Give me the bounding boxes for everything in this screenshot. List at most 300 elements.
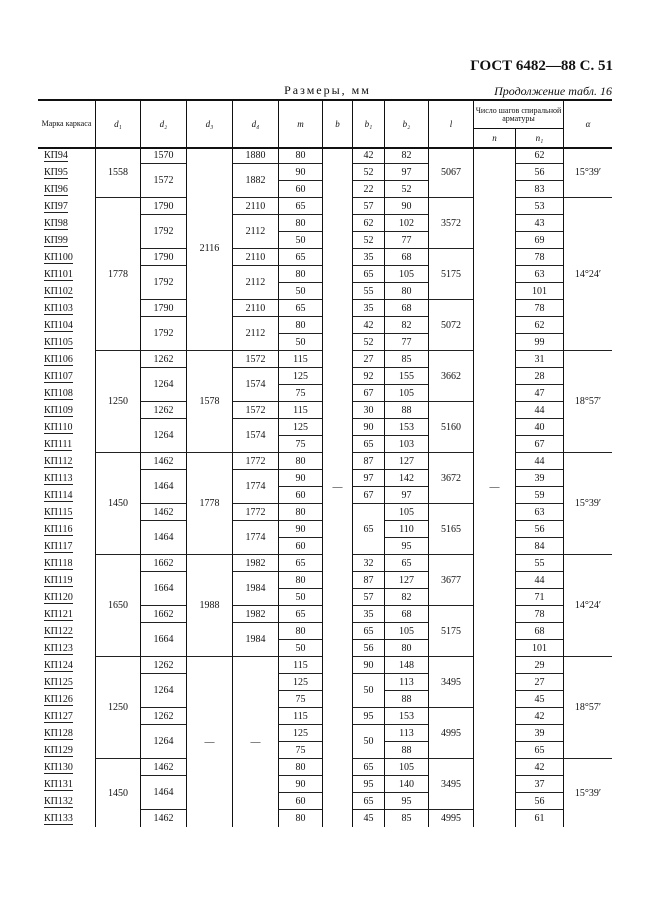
- cell-value: 90: [363, 659, 374, 671]
- cell-value: 1262: [153, 710, 174, 722]
- col-header-alpha: α: [563, 101, 612, 147]
- cell-b1: [352, 215, 384, 232]
- cell-value: 1462: [153, 813, 174, 824]
- cell-d2: [140, 759, 186, 776]
- cell-b2: [384, 453, 428, 470]
- cell-value: 52: [401, 183, 412, 195]
- cell-value: 90: [295, 472, 306, 484]
- cell-mark: [38, 538, 95, 555]
- cell-value: 62: [363, 217, 374, 229]
- cell-m: [278, 674, 322, 691]
- cell-value: 82: [401, 319, 412, 331]
- cell-value: 42: [534, 710, 545, 722]
- cell-d3: [186, 147, 232, 351]
- frame-mark: КП115: [44, 506, 73, 518]
- cell-b2: [384, 538, 428, 555]
- cell-m: [278, 453, 322, 470]
- frame-mark: КП98: [44, 217, 68, 229]
- col-header-b1: b₁: [352, 101, 384, 147]
- cell-value: 113: [399, 727, 414, 739]
- cell-value: 2116: [199, 243, 220, 254]
- cell-l: [428, 708, 473, 759]
- cell-value: 103: [399, 438, 414, 450]
- cell-value: 90: [295, 166, 306, 178]
- frame-mark: КП126: [44, 693, 73, 705]
- cell-m: [278, 623, 322, 640]
- cell-b2: [384, 181, 428, 198]
- cell-value: 85: [401, 813, 412, 824]
- cell-m: [278, 606, 322, 623]
- frame-mark: КП124: [44, 659, 73, 671]
- cell-value: 14°24′: [574, 268, 602, 280]
- cell-mark: [38, 691, 95, 708]
- cell-mark: [38, 181, 95, 198]
- cell-m: [278, 793, 322, 810]
- cell-m: [278, 555, 322, 572]
- cell-value: 95: [401, 795, 412, 807]
- cell-value: 63: [534, 506, 545, 518]
- cell-d1: [95, 147, 140, 198]
- cell-value: 71: [534, 591, 545, 603]
- cell-d3: [186, 351, 232, 453]
- cell-value: 97: [401, 489, 412, 501]
- cell-value: 1250: [108, 396, 128, 407]
- cell-b2: [384, 640, 428, 657]
- cell-m: [278, 368, 322, 385]
- cell-n1: [515, 181, 563, 198]
- cell-value: 65: [534, 744, 545, 756]
- cell-d4: [232, 351, 278, 368]
- col-header-d2: d₂: [140, 101, 186, 147]
- col-header-b2: b₂: [384, 101, 428, 147]
- data-table: [38, 147, 612, 827]
- cell-d1: [95, 351, 140, 453]
- cell-mark: [38, 402, 95, 419]
- cell-value: 50: [363, 736, 374, 747]
- frame-mark: КП128: [44, 727, 73, 739]
- cell-n1: [515, 572, 563, 589]
- cell-value: 18°57′: [574, 702, 602, 713]
- cell-value: 1262: [153, 659, 174, 671]
- cell-b2: [384, 147, 428, 164]
- frame-mark: КП127: [44, 710, 73, 722]
- frame-mark: КП120: [44, 591, 73, 603]
- cell-mark: [38, 164, 95, 181]
- cell-alpha: [563, 198, 612, 351]
- cell-value: 62: [534, 319, 545, 331]
- cell-value: 42: [534, 761, 545, 773]
- cell-value: 1264: [153, 685, 174, 696]
- cell-d2: [140, 606, 186, 623]
- cell-d2: [140, 708, 186, 725]
- col-header-mark: Марка каркаса: [41, 119, 92, 128]
- cell-value: 80: [401, 285, 412, 297]
- col-header-d3: d₃: [186, 101, 232, 147]
- cell-n1: [515, 725, 563, 742]
- cell-value: 3572: [441, 217, 461, 229]
- cell-d2: [140, 215, 186, 249]
- cell-n1: [515, 504, 563, 521]
- cell-m: [278, 572, 322, 589]
- cell-value: 65: [295, 302, 306, 314]
- frame-mark: КП107: [44, 370, 73, 382]
- cell-mark: [38, 572, 95, 589]
- cell-b2: [384, 317, 428, 334]
- cell-n1: [515, 640, 563, 657]
- cell-value: 92: [363, 370, 374, 382]
- cell-alpha: [563, 555, 612, 657]
- cell-value: 4995: [441, 727, 461, 739]
- cell-b1: [352, 283, 384, 300]
- cell-m: [278, 657, 322, 674]
- cell-n1: [515, 674, 563, 691]
- cell-m: [278, 266, 322, 283]
- cell-value: 75: [295, 438, 306, 450]
- frame-mark: КП119: [44, 574, 73, 586]
- cell-b2: [384, 674, 428, 691]
- cell-value: 15°39′: [574, 498, 602, 509]
- cell-value: —: [204, 736, 215, 748]
- frame-mark: КП99: [44, 234, 68, 246]
- cell-mark: [38, 742, 95, 759]
- col-header-n: n: [473, 129, 515, 147]
- cell-value: 82: [401, 591, 412, 603]
- cell-n1: [515, 334, 563, 351]
- cell-value: 115: [293, 659, 308, 671]
- cell-b2: [384, 487, 428, 504]
- cell-value: 1574: [245, 379, 266, 390]
- cell-value: 1662: [153, 608, 174, 620]
- cell-value: 68: [401, 251, 412, 263]
- cell-d3: [186, 657, 232, 827]
- cell-d2: [140, 521, 186, 555]
- cell-d1: [95, 453, 140, 555]
- cell-mark: [38, 589, 95, 606]
- cell-b2: [384, 249, 428, 266]
- cell-b1: [352, 164, 384, 181]
- cell-d4: [232, 572, 278, 606]
- cell-l: [428, 351, 473, 402]
- cell-value: 35: [363, 608, 374, 620]
- cell-l: [428, 198, 473, 249]
- cell-value: 39: [534, 472, 545, 484]
- cell-b2: [384, 470, 428, 487]
- cell-value: 1572: [245, 353, 266, 365]
- frame-mark: КП133: [44, 812, 73, 824]
- cell-value: 1462: [153, 506, 174, 518]
- cell-value: 50: [295, 285, 306, 297]
- cell-mark: [38, 776, 95, 793]
- cell-value: 1578: [199, 396, 220, 407]
- cell-value: 83: [534, 183, 545, 195]
- cell-value: 80: [295, 625, 306, 637]
- cell-mark: [38, 555, 95, 572]
- cell-m: [278, 419, 322, 436]
- cell-value: 1462: [153, 761, 174, 773]
- cell-d2: [140, 657, 186, 674]
- cell-mark: [38, 810, 95, 827]
- cell-b2: [384, 810, 428, 827]
- cell-b1: [352, 776, 384, 793]
- cell-value: 85: [401, 353, 412, 365]
- cell-b1: [352, 725, 384, 759]
- cell-mark: [38, 487, 95, 504]
- cell-value: 127: [399, 455, 414, 467]
- cell-value: 50: [295, 336, 306, 348]
- cell-value: 88: [401, 693, 412, 705]
- cell-value: 105: [399, 387, 414, 399]
- cell-value: 44: [534, 574, 545, 586]
- frame-mark: КП122: [44, 625, 73, 637]
- cell-value: 125: [293, 370, 308, 382]
- cell-value: 113: [399, 676, 414, 688]
- cell-value: 30: [363, 404, 374, 416]
- cell-b1: [352, 334, 384, 351]
- cell-value: 1262: [153, 353, 174, 365]
- cell-b1: [352, 351, 384, 368]
- cell-b1: [352, 708, 384, 725]
- frame-mark: КП130: [44, 761, 73, 773]
- cell-value: 35: [363, 302, 374, 314]
- cell-value: 65: [295, 200, 306, 212]
- cell-b2: [384, 691, 428, 708]
- cell-b2: [384, 436, 428, 453]
- cell-value: 1772: [245, 455, 266, 467]
- cell-value: 1572: [153, 175, 174, 186]
- cell-value: 127: [399, 574, 414, 586]
- cell-d1: [95, 657, 140, 759]
- cell-d4: [232, 606, 278, 623]
- cell-d4: [232, 419, 278, 453]
- cell-value: 90: [401, 200, 412, 212]
- frame-mark: КП129: [44, 744, 73, 756]
- cell-value: 35: [363, 251, 374, 263]
- cell-b2: [384, 504, 428, 521]
- cell-mark: [38, 419, 95, 436]
- cell-m: [278, 708, 322, 725]
- cell-value: 65: [401, 557, 412, 569]
- cell-value: 80: [295, 268, 306, 280]
- cell-value: 65: [363, 523, 374, 535]
- cell-m: [278, 470, 322, 487]
- cell-value: 3677: [441, 574, 461, 586]
- cell-value: 99: [534, 336, 545, 348]
- cell-m: [278, 164, 322, 181]
- col-header-d1: d₁: [95, 101, 140, 147]
- frame-mark: КП116: [44, 523, 73, 535]
- cell-value: 153: [399, 710, 414, 722]
- cell-b1: [352, 249, 384, 266]
- cell-d3: [186, 555, 232, 657]
- cell-value: 88: [401, 744, 412, 756]
- cell-b1: [352, 147, 384, 164]
- cell-value: 1574: [245, 430, 266, 441]
- cell-n1: [515, 198, 563, 215]
- cell-b2: [384, 759, 428, 776]
- cell-value: 52: [363, 336, 374, 348]
- frame-mark: КП112: [44, 455, 73, 467]
- cell-m: [278, 147, 322, 164]
- cell-value: 1984: [245, 583, 266, 594]
- cell-value: 29: [534, 659, 545, 671]
- cell-m: [278, 436, 322, 453]
- cell-m: [278, 283, 322, 300]
- cell-mark: [38, 283, 95, 300]
- cell-value: 142: [399, 472, 414, 484]
- cell-value: 105: [399, 761, 414, 773]
- cell-value: 65: [295, 608, 306, 620]
- cell-n1: [515, 589, 563, 606]
- cell-b1: [352, 657, 384, 674]
- cell-b1: [352, 198, 384, 215]
- cell-n1: [515, 657, 563, 674]
- cell-value: 44: [534, 455, 545, 467]
- cell-value: 1882: [245, 175, 266, 186]
- cell-l: [428, 300, 473, 351]
- cell-value: 78: [534, 251, 545, 263]
- cell-b2: [384, 742, 428, 759]
- cell-m: [278, 691, 322, 708]
- cell-n1: [515, 164, 563, 181]
- cell-l: [428, 810, 473, 827]
- frame-mark: КП109: [44, 404, 73, 416]
- cell-d4: [232, 555, 278, 572]
- cell-d3: [186, 453, 232, 555]
- cell-d2: [140, 572, 186, 606]
- cell-d2: [140, 317, 186, 351]
- cell-mark: [38, 623, 95, 640]
- cell-d4: [232, 147, 278, 164]
- cell-b1: [352, 385, 384, 402]
- cell-mark: [38, 504, 95, 521]
- cell-value: 2112: [245, 226, 266, 237]
- cell-d4: [232, 402, 278, 419]
- cell-value: 45: [363, 813, 374, 824]
- cell-b1: [352, 317, 384, 334]
- cell-value: 65: [363, 795, 374, 807]
- cell-mark: [38, 300, 95, 317]
- cell-value: 90: [363, 421, 374, 433]
- frame-mark: КП100: [44, 251, 73, 263]
- cell-mark: [38, 317, 95, 334]
- cell-l: [428, 759, 473, 810]
- cell-l: [428, 249, 473, 300]
- cell-d4: [232, 266, 278, 300]
- cell-b2: [384, 385, 428, 402]
- cell-n1: [515, 759, 563, 776]
- cell-value: 1792: [153, 277, 174, 288]
- cell-m: [278, 351, 322, 368]
- cell-b1: [352, 674, 384, 708]
- cell-value: 1264: [153, 430, 174, 441]
- cell-value: 77: [401, 234, 412, 246]
- cell-d4: [232, 368, 278, 402]
- cell-d2: [140, 368, 186, 402]
- cell-value: 101: [532, 285, 547, 297]
- cell-n1: [515, 606, 563, 623]
- cell-value: 5072: [441, 319, 461, 331]
- cell-m: [278, 589, 322, 606]
- cell-value: 68: [534, 625, 545, 637]
- cell-mark: [38, 708, 95, 725]
- cell-d4: [232, 504, 278, 521]
- col-header-b: b: [322, 101, 352, 147]
- cell-m: [278, 334, 322, 351]
- cell-b1: [352, 640, 384, 657]
- cell-b1: [352, 759, 384, 776]
- cell-mark: [38, 759, 95, 776]
- cell-d1: [95, 759, 140, 827]
- cell-value: 43: [534, 217, 545, 229]
- cell-n1: [515, 453, 563, 470]
- cell-value: 95: [363, 710, 374, 722]
- cell-n1: [515, 368, 563, 385]
- col-header-d4: d₄: [232, 101, 278, 147]
- cell-mark: [38, 725, 95, 742]
- cell-d2: [140, 810, 186, 827]
- cell-value: 56: [534, 166, 545, 178]
- cell-mark: [38, 351, 95, 368]
- cell-value: 105: [399, 625, 414, 637]
- cell-value: 80: [295, 506, 306, 518]
- cell-value: 1464: [153, 532, 174, 543]
- cell-mark: [38, 198, 95, 215]
- cell-value: 65: [295, 557, 306, 569]
- cell-m: [278, 538, 322, 555]
- cell-b2: [384, 589, 428, 606]
- cell-b1: [352, 470, 384, 487]
- frame-mark: КП121: [44, 608, 73, 620]
- cell-value: 1250: [108, 702, 128, 713]
- cell-value: 1774: [245, 532, 266, 543]
- frame-mark: КП114: [44, 489, 73, 501]
- cell-value: —: [332, 481, 343, 493]
- cell-n1: [515, 470, 563, 487]
- cell-m: [278, 487, 322, 504]
- cell-value: 80: [295, 813, 306, 824]
- frame-mark: КП102: [44, 285, 73, 297]
- cell-value: 63: [534, 268, 545, 280]
- cell-value: 61: [534, 813, 545, 824]
- cell-n1: [515, 521, 563, 538]
- cell-value: 5067: [441, 166, 461, 178]
- cell-b2: [384, 657, 428, 674]
- cell-n1: [515, 708, 563, 725]
- cell-value: 42: [363, 319, 374, 331]
- cell-m: [278, 198, 322, 215]
- cell-alpha: [563, 453, 612, 555]
- cell-m: [278, 640, 322, 657]
- cell-d2: [140, 674, 186, 708]
- cell-d2: [140, 300, 186, 317]
- cell-b1: [352, 810, 384, 827]
- cell-m: [278, 776, 322, 793]
- frame-mark: КП103: [44, 302, 73, 314]
- cell-value: 1450: [108, 787, 128, 799]
- cell-n1: [515, 555, 563, 572]
- cell-value: 1662: [153, 557, 174, 569]
- cell-value: 125: [293, 727, 308, 739]
- cell-d2: [140, 402, 186, 419]
- cell-value: 115: [293, 353, 308, 365]
- cell-b1: [352, 232, 384, 249]
- cell-n1: [515, 810, 563, 827]
- cell-value: 102: [399, 217, 414, 229]
- cell-value: 27: [363, 353, 374, 365]
- cell-b1: [352, 504, 384, 555]
- cell-d1: [95, 198, 140, 351]
- cell-n1: [515, 487, 563, 504]
